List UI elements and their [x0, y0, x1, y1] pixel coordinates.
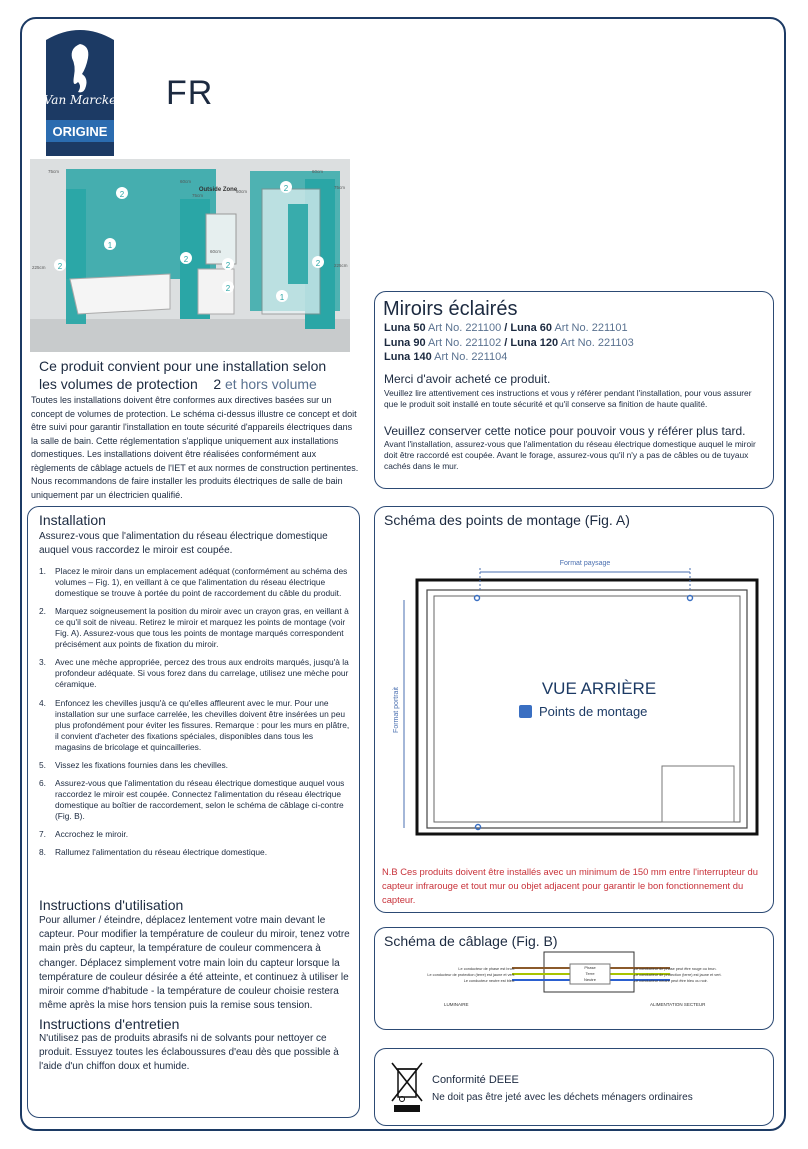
list-item: 6. Assurez-vous que l'alimentation du réseau électrique domestique auquel vous raccordez le miroir est coupée. Connectez l'alimentation du réseau électrique domestique au boîtier de raccordement, selon le schéma de câblage ci-contre (Fig. B).	[39, 777, 345, 821]
installation-steps	[39, 566, 351, 866]
list-item: 5. Vissez les fixations fournies dans les chevilles.	[39, 759, 229, 770]
svg-text:2: 2	[57, 262, 63, 271]
list-item: 2. Marquez soigneusement la position du miroir avec un crayon gras, en veillant à ce qu'il soit de niveau. Retirez le miroir et marquez les points de montage (voir Fig. A). Assurez-vous que tous les points de montage marqués correspondent précisément aux points de fixation du miroir.	[39, 606, 349, 650]
brand-logo	[36, 22, 124, 156]
svg-text:Phase: Phase	[584, 965, 596, 970]
list-item: 3. Avec une mèche appropriée, percez des trous aux endroits marqués, jusqu'à la profondeur adéquate. Si vous forez dans du carrelage, utilisez une mèche pour céramique.	[39, 657, 349, 690]
wiring-diagram	[420, 948, 750, 1018]
language-code: FR	[166, 74, 214, 112]
svg-text:Le conducteur de phase est bru: Le conducteur de phase est brun.	[458, 967, 515, 971]
svg-text:2: 2	[183, 255, 189, 264]
svg-text:Le conducteur de protection (t: Le conducteur de protection (terre) est jaune et vert.	[427, 973, 515, 977]
svg-text:75cm: 75cm	[334, 185, 346, 190]
svg-text:Terre: Terre	[585, 971, 595, 976]
svg-text:60cm: 60cm	[210, 249, 222, 254]
svg-text:Le conducteur de protection (t: Le conducteur de protection (terre) est jaune et vert.	[634, 973, 722, 977]
brand-line: ORIGINE	[52, 124, 108, 139]
svg-text:Le conducteur neutre peut être: Le conducteur neutre peut être bleu ou noir.	[634, 979, 708, 983]
keep-text: Avant l'installation, assurez-vous que l'alimentation du réseau électrique domestique auquel le miroir doit être raccordé est coupée. Avant le forage, assurez-vous qu'il n'y a pas de câbles ou de tuyaux cachés dans le mur.	[384, 439, 756, 471]
list-item: 1. Placez le miroir dans un emplacement adéquat (conformément au schéma des volumes – Fig. 1), en veillant à ce que l'alimentation du réseau électrique domestique se trouve à portée du point de raccordement du câble du produit.	[39, 566, 348, 598]
svg-text:2: 2	[315, 259, 321, 268]
weee-panel	[374, 1048, 774, 1126]
figure-b-title: Schéma de câblage (Fig. B)	[384, 933, 558, 949]
svg-text:Neutre: Neutre	[583, 977, 597, 982]
portrait-label: Format portrait	[393, 687, 400, 733]
thanks-text: Veuillez lire attentivement ces instructions et vous y référer pendant l'installation, pour vous assurer que le produit soit installé en toute sécurité et qu'il conserve sa finition de haute qualité.	[384, 388, 752, 409]
list-item: 4. Enfoncez les chevilles jusqu'à ce qu'elles affleurent avec le mur. Pour une installation sur une surface carrelée, les chevilles doivent être insérées un peu plus profondément pour éviter les fissures. Remarque : pour les murs en plâtre, il convient d'acheter des fixations spéciales, disponibles dans tous les magasins de bricolage et quincailleries.	[39, 697, 350, 752]
svg-text:225cm: 225cm	[334, 263, 348, 268]
outside-zone-label: Outside Zone	[198, 187, 238, 193]
svg-text:1: 1	[279, 293, 285, 302]
mounting-points-diagram	[380, 540, 770, 840]
svg-text:2: 2	[225, 284, 231, 293]
svg-text:225cm: 225cm	[32, 265, 46, 270]
landscape-label: Format paysage	[559, 560, 611, 567]
list-item: 7. Accrochez le miroir.	[39, 829, 129, 840]
svg-text:LUMINAIRE: LUMINAIRE	[444, 1002, 469, 1007]
thanks-title: Merci d'avoir acheté ce produit.	[384, 372, 551, 386]
svg-text:75cm: 75cm	[48, 169, 60, 174]
svg-text:Le conducteur neutre est bleu.: Le conducteur neutre est bleu.	[463, 979, 515, 983]
rear-view-label: VUE ARRIÈRE	[541, 679, 657, 698]
svg-text:75cm: 75cm	[192, 193, 204, 198]
maintenance-text: N'utilisez pas de produits abrasifs ni de solvants pour nettoyer ce produit. Essuyez toutes les éclaboussures d'eau dès que possible à l'aide d'un chiffon doux et humide.	[39, 1033, 339, 1073]
svg-text:60cm: 60cm	[236, 189, 248, 194]
svg-text:ALIMENTATION SECTEUR: ALIMENTATION SECTEUR	[650, 1002, 706, 1007]
svg-text:1: 1	[107, 241, 113, 250]
installation-title: Installation	[39, 512, 106, 528]
weee-subtitle: Ne doit pas être jeté avec les déchets ménagers ordinaires	[432, 1092, 693, 1103]
model-list: Luna 50 Art No. 221100 / Luna 60 Art No. 221101 Luna 90 Art No. 221102 / Luna 120 Art No. 221103 Luna 140 Art No. 221104	[384, 322, 634, 363]
usage-text: Pour allumer / éteindre, déplacez lentement votre main devant le capteur. Pour modifier la température de couleur du miroir, tenez votre main près du capteur, la température de couleur commencera à changer. Déplacez simplement votre main loin du capteur lorsque la température de couleur désirée a été atteinte, et continuez à utiliser le miroir comme d'habitude - la température de couleur choisie restera même après la mise hors tension puis la remise sous tension.	[39, 915, 350, 1012]
legend-label: Points de montage	[539, 704, 648, 719]
bathroom-zones-illustration	[30, 159, 350, 352]
usage-title: Instructions d'utilisation	[39, 897, 184, 913]
suitability-text: Toutes les installations doivent être conformes aux directives basées sur un concept de volumes de protection. Le schéma ci-dessus illustre ce concept et doit être suivi pour garantir l'installation en toute sécurité d'appareils électriques dans la salle de bain. Cette réglementation s'applique uniquement aux installations domestiques. Les installations doivent être réalisées conformément aux règlements de câblage actuels de l'IET et aux normes de construction pertinentes. Nous recommandons de faire installer les produits électriques de salle de bain uniquement par un électricien qualifié.	[31, 395, 359, 500]
svg-text:2: 2	[283, 184, 289, 193]
keep-title: Veuillez conserver cette notice pour pouvoir vous y référer plus tard.	[384, 424, 746, 438]
brand-name: Van Marcke	[43, 93, 117, 107]
sensor-note: N.B Ces produits doivent être installés avec un minimum de 150 mm entre l'interrupteur du capteur infrarouge et tout mur ou objet adjacent pour garantir le bon fonctionnement du capteur.	[382, 866, 758, 905]
svg-text:60cm: 60cm	[180, 179, 192, 184]
crossed-bin-icon	[390, 1059, 424, 1113]
product-title: Miroirs éclairés	[383, 298, 518, 320]
svg-text:Le conducteur de phase peut êt: Le conducteur de phase peut être rouge ou brun.	[634, 967, 717, 971]
svg-text:2: 2	[119, 190, 125, 199]
svg-text:2: 2	[225, 261, 231, 270]
installation-intro: Assurez-vous que l'alimentation du réseau électrique domestique auquel vous raccordez le miroir est coupée.	[39, 531, 328, 556]
weee-title: Conformité DEEE	[432, 1074, 519, 1086]
figure-a-title: Schéma des points de montage (Fig. A)	[384, 512, 630, 528]
svg-text:60cm: 60cm	[312, 169, 324, 174]
suitability-title: Ce produit convient pour une installation selon les volumes de protection 2 et hors volume	[39, 358, 327, 392]
maintenance-title: Instructions d'entretien	[39, 1016, 180, 1032]
list-item: 8. Rallumez l'alimentation du réseau électrique domestique.	[39, 847, 268, 858]
mounting-point-swatch	[519, 705, 532, 718]
